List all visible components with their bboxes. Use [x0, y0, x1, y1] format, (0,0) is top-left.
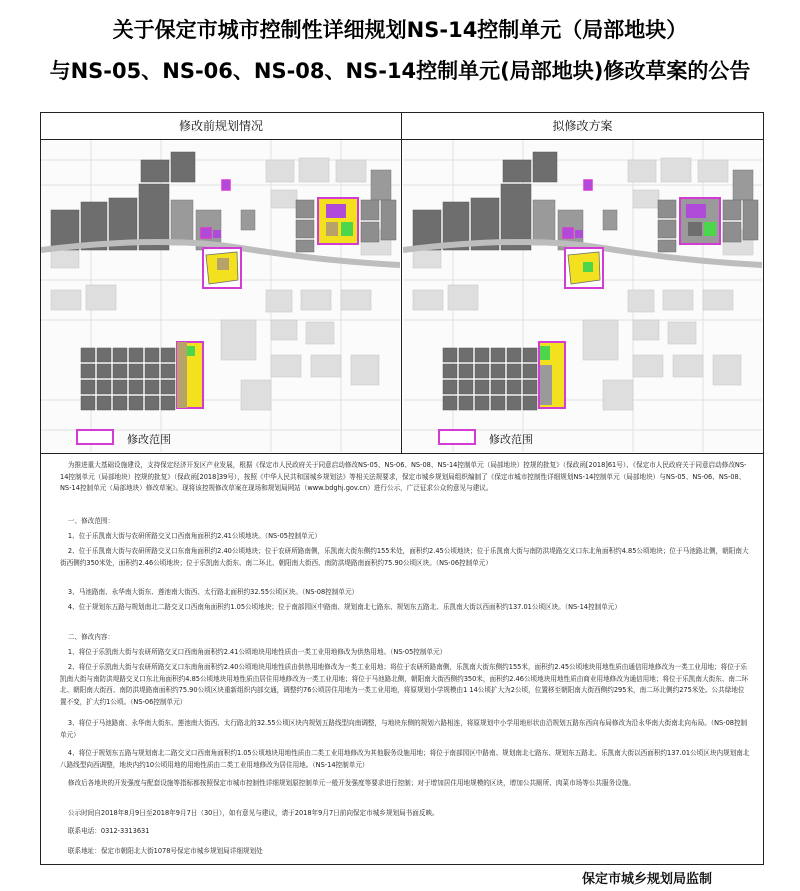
notice-text-frame	[40, 452, 764, 865]
contact-phone: 联系电话：0312-3313631	[67, 827, 150, 835]
legend-label-left: 修改范围	[127, 433, 171, 446]
left-panel-header: 修改前规划情况	[41, 113, 401, 140]
notice-title-line2: 与NS-05、NS-06、NS-08、NS-14控制单元(局部地块)修改草案的公告	[49, 59, 751, 83]
section2-heading: 二、修改内容：	[67, 633, 115, 641]
panel-divider	[401, 113, 402, 453]
legend-swatch-right	[439, 430, 475, 444]
change-item-2: 2、将位于乐凯南大街与农研所路交叉口东南角面积约2.40公顷地块用地性质由供热用地修改为一类工业用地；将位于农研所路南侧，乐凯南大街东侧约155米，面积约2.45公顷地块用地性质由通信用地修改为一类工业用地；将位于乐凯南大街与南防洪堤路交叉口东北角面积约4.85公顷地块用地性质由居住用地修改为一类工业用地；将位于马池路北侧，朝阳南大街西侧约350米，面积约2.46公顷地块用地性质由商业用地修改为通信用地；将位于乐凯南大街东、南二环北、朝阳南大街西、南防洪堤路南面积约75.90公顷区块重新组织内部交通，调整约76公顷居住用地为一类工业用地，将原规划小学规模由1 14公顷扩大为2公顷，位置移至朝阳南大街西侧约295米，南二环北侧约275米处。公共绿地位置不变，扩大约1公顷。（NS-06控制单元）	[60, 663, 749, 706]
range-item-4: 4、位于规划东五路与规划南北二路交叉口西南角面积约1.05公顷地块；位于南部园区中路南、规划南北七路东、规划东五路北、乐凯南大街以西面积约137.01公顷区块。（NS-14控制单元）	[67, 603, 621, 611]
section1-heading: 一、修改范围：	[67, 517, 115, 525]
change-item-3: 3、将位于马池路南、永华南大街东、莲池南大街西、太行路北的32.55公顷区块内规划五路线型向南调整，与地块东侧的规划六路相连，将原规划中小学用地形状由沿规划五路东西向布局修改为沿永华南大街南北向布局。（NS-08控制单元）	[60, 719, 748, 739]
map-after	[403, 140, 762, 452]
note-paragraph: 修改后各地块的开发强度与配套设施等指标都按照保定市城市控制性详细规划原控制单元一般开发强度等要求进行控制；对于增加居住用地规模的区块，增加公共厕所、肉菜市场等公共服务设施。	[67, 779, 635, 787]
range-item-1: 1、位于乐凯南大街与农研所路交叉口西南角面积约2.41公顷地块。（NS-05控制单元）	[67, 532, 321, 540]
right-panel-header: 拟修改方案	[402, 113, 763, 140]
contact-address: 联系地址：保定市朝阳北大街1078号保定市城乡规划局详细规划处	[67, 847, 263, 855]
map-panels	[40, 112, 764, 454]
supervisor-signature: 保定市城乡规划局监制	[581, 872, 712, 887]
legend-label-right: 修改范围	[489, 433, 533, 446]
range-item-2: 2、位于乐凯南大街与农研所路交叉口东南角面积约2.40公顷地块；位于农研所路南侧，乐凯南大街东侧约155米处，面积约2.45公顷地块；位于乐凯南大街与南防洪堤路交叉口东北角面积约4.85公顷地块；位于马池路北侧，朝阳南大街西侧约350米处，面积约2.46公顷地块；位于乐凯南大街东、南二环北、朝阳南大街西、南防洪堤路南面积约75.90公顷区块。（NS-06控制单元）	[60, 547, 749, 567]
notice-title-line1: 关于保定市城市控制性详细规划NS-14控制单元（局部地块）	[112, 18, 688, 42]
intro-paragraph: 为推进重大基础设施建设，支持保定经济开发区产业发展，根据《保定市人民政府关于同意启动修改NS-05、NS-06、NS-08、NS-14控制单元（局部地块）控规的批复》（保政函[2018]61号）、《保定市人民政府关于同意启动修改NS-14控制单元（局部地块）控规的批复》（保政函[2018]39号），按照《中华人民共和国城乡规划法》等相关法规要求，保定市城乡规划局组织编制了《保定市城市控制性详细规划NS-14控制单元（局部地块）与NS-05、NS-06、NS-08、NS-14控制单元（局部地块）修改草案》。现将该控规修改草案在现场和规划局网站（www.bdghj.gov.cn）进行公示，广泛征求公众的意见与建议。	[60, 461, 747, 492]
public-period: 公示时间自2018年8月9日至2018年9月7日（30日），如有意见与建议，请于2018年9月7日前向保定市城乡规划局书面反映。	[67, 809, 439, 817]
map-before	[41, 140, 400, 452]
legend-swatch-left	[77, 430, 113, 444]
change-item-1: 1、将位于乐凯南大街与农研所路交叉口西南角面积约2.41公顷地块用地性质由一类工业用地修改为供热用地。（NS-05控制单元）	[67, 648, 447, 656]
range-item-3: 3、马池路南、永华南大街东、莲池南大街西、太行路北面积约32.55公顷区块。（NS-08控制单元）	[67, 588, 359, 596]
change-item-4: 4、将位于规划东五路与规划南北二路交叉口西南角面积约1.05公顷地块用地性质由二类工业用地修改为其他服务设施用地；将位于南部园区中路南、规划南北七路东、规划东五路北、乐凯南大街以西面积约137.01公顷区块内规划南北八路线型向西调整，地块内约10公顷用地的用地性质由二类工业用地修改为居住用地。（NS-14控制单元）	[60, 749, 750, 769]
